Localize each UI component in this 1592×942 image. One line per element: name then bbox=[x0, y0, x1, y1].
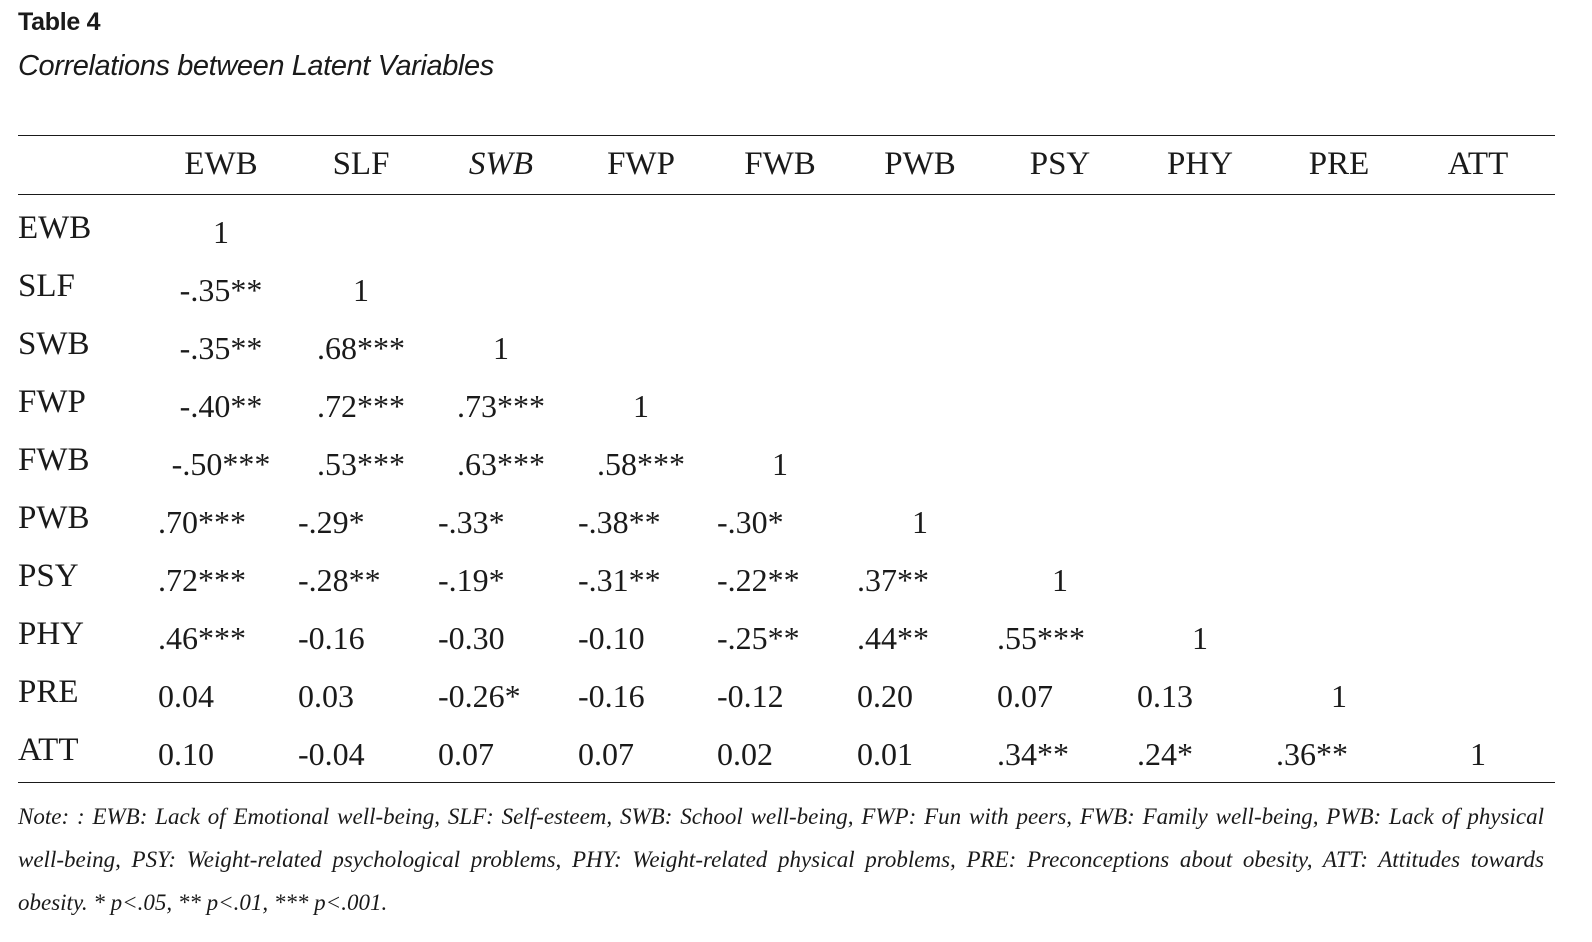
column-header-pwb: PWB bbox=[884, 146, 956, 182]
table-note: Note: : EWB: Lack of Emotional well-being, SLF: Self-esteem, SWB: School well-being, FWP: Fun with peers, FWB: Family well-being, PWB: Lack of physical well-being, PSY: Weight-related psychological problems, PHY: Weight-related physical problems, PRE: Preconceptions about obesity, ATT: Attitudes towards obesity. * p<.05, ** p<.01, *** p<.001. bbox=[18, 804, 1544, 915]
table-cell: .46*** bbox=[158, 620, 246, 656]
column-header-slf: SLF bbox=[332, 146, 390, 182]
table-cell: 0.10 bbox=[158, 736, 214, 772]
table-cell: 1 bbox=[493, 330, 509, 366]
table-cell: 1 bbox=[633, 388, 649, 424]
table-cell: 0.01 bbox=[857, 736, 913, 772]
row-header-swb: SWB bbox=[18, 326, 90, 362]
table-cell: -0.16 bbox=[578, 678, 645, 714]
table-cell: .24* bbox=[1137, 736, 1193, 772]
row-header-phy: PHY bbox=[18, 616, 85, 652]
table-bottom-rule bbox=[18, 782, 1555, 783]
table-cell: -.29* bbox=[298, 504, 365, 540]
table-cell: -.19* bbox=[438, 562, 505, 598]
table-cell: 1 bbox=[1331, 678, 1347, 714]
table-cell: -.35** bbox=[179, 272, 263, 308]
table-cell: 0.07 bbox=[578, 736, 634, 772]
table-cell: 1 bbox=[213, 214, 229, 250]
table-cell: -.28** bbox=[298, 562, 381, 598]
table-caption-label: Table 4 bbox=[18, 8, 101, 36]
table-cell: 0.20 bbox=[857, 678, 913, 714]
table-cell: 1 bbox=[1052, 562, 1068, 598]
table-cell: 1 bbox=[772, 446, 788, 482]
table-cell: 0.04 bbox=[158, 678, 214, 714]
table-cell: 1 bbox=[353, 272, 369, 308]
table-cell: -.31** bbox=[578, 562, 661, 598]
table-cell: 0.13 bbox=[1137, 678, 1193, 714]
row-header-fwp: FWP bbox=[18, 384, 86, 420]
column-header-pre: PRE bbox=[1308, 146, 1370, 182]
table-cell: -.50*** bbox=[171, 446, 271, 482]
table-cell: -0.30 bbox=[438, 620, 505, 656]
table-cell: .37** bbox=[857, 562, 929, 598]
column-header-fwp: FWP bbox=[607, 146, 675, 182]
column-header-fwb: FWB bbox=[744, 146, 816, 182]
table-cell: .34** bbox=[997, 736, 1069, 772]
row-header-att: ATT bbox=[18, 732, 79, 768]
column-header-swb: SWB bbox=[468, 146, 534, 182]
table-cell: .55*** bbox=[997, 620, 1085, 656]
table-cell: -0.10 bbox=[578, 620, 645, 656]
table-cell: -.40** bbox=[179, 388, 263, 424]
table-cell: .72*** bbox=[158, 562, 246, 598]
column-header-att: ATT bbox=[1447, 146, 1509, 182]
row-header-slf: SLF bbox=[18, 268, 75, 304]
table-cell: -.38** bbox=[578, 504, 661, 540]
table-cell: 0.03 bbox=[298, 678, 354, 714]
row-header-fwb: FWB bbox=[18, 442, 90, 478]
table-cell: -.22** bbox=[717, 562, 800, 598]
table-cell: 1 bbox=[1470, 736, 1486, 772]
table-cell: -0.26* bbox=[438, 678, 521, 714]
table-cell: -.33* bbox=[438, 504, 505, 540]
table-cell: -0.04 bbox=[298, 736, 365, 772]
table-cell: .36** bbox=[1276, 736, 1348, 772]
table-cell: 0.07 bbox=[438, 736, 494, 772]
table-cell: -.35** bbox=[179, 330, 263, 366]
column-header-ewb: EWB bbox=[184, 146, 258, 182]
column-header-phy: PHY bbox=[1166, 146, 1234, 182]
table-cell: .70*** bbox=[158, 504, 246, 540]
table-cell: .63*** bbox=[457, 446, 545, 482]
row-header-psy: PSY bbox=[18, 558, 79, 594]
table-top-rule bbox=[18, 135, 1555, 136]
table-cell: 0.02 bbox=[717, 736, 773, 772]
table-cell: -.25** bbox=[717, 620, 800, 656]
table-cell: .58*** bbox=[597, 446, 685, 482]
table-cell: .73*** bbox=[457, 388, 545, 424]
table-cell: 0.07 bbox=[997, 678, 1053, 714]
table-header-rule bbox=[18, 194, 1555, 195]
table-cell: -0.12 bbox=[717, 678, 784, 714]
table-cell: .44** bbox=[857, 620, 929, 656]
table-cell: 1 bbox=[912, 504, 928, 540]
table-cell: .68*** bbox=[317, 330, 405, 366]
column-header-psy: PSY bbox=[1029, 146, 1091, 182]
table-cell: -.30* bbox=[717, 504, 784, 540]
row-header-ewb: EWB bbox=[18, 210, 92, 246]
table-cell: .53*** bbox=[317, 446, 405, 482]
row-header-pre: PRE bbox=[18, 674, 79, 710]
table-cell: -0.16 bbox=[298, 620, 365, 656]
table-cell: .72*** bbox=[317, 388, 405, 424]
table-cell: 1 bbox=[1192, 620, 1208, 656]
table-caption-title: Correlations between Latent Variables bbox=[18, 50, 494, 82]
row-header-pwb: PWB bbox=[18, 500, 90, 536]
